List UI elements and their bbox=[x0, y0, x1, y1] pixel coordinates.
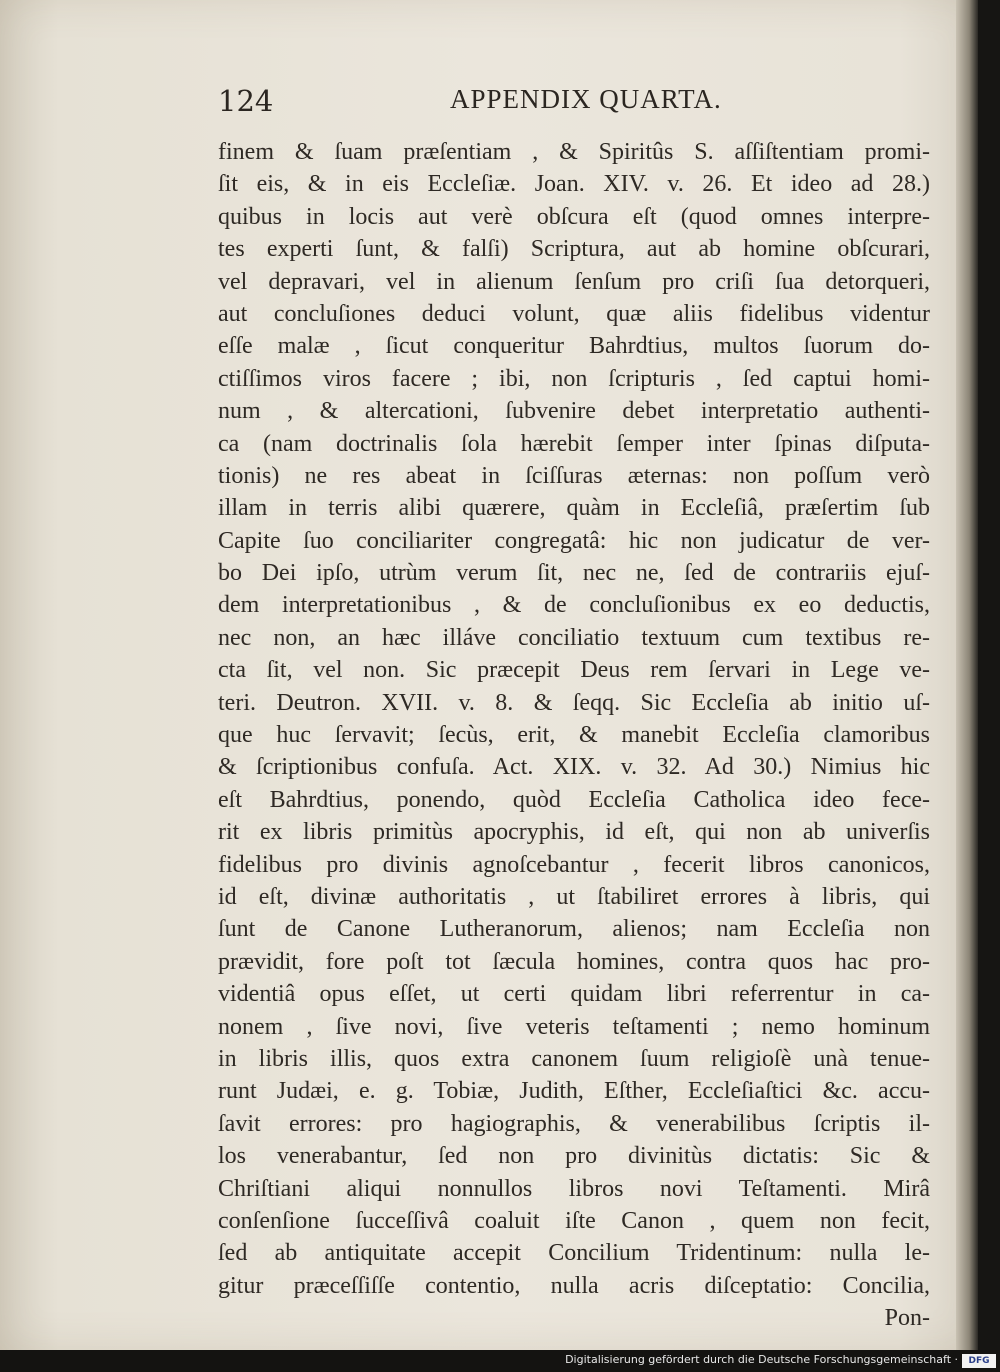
page-number: 124 bbox=[218, 84, 274, 118]
text-line: num , & altercationi, ſubvenire debet interpretatio authenti- bbox=[218, 398, 930, 425]
text-line: fidelibus pro divinis agnoſcebantur , fecerit libros canonicos, bbox=[218, 851, 930, 878]
text-line: que huc ſervavit; ſecùs, erit, & manebit Eccleſia clamoribus bbox=[218, 722, 930, 749]
text-line: & ſcriptionibus confuſa. Act. XIX. v. 32. Ad 30.) Nimius hic bbox=[218, 754, 930, 781]
text-line: ca (nam doctrinalis ſola hærebit ſemper inter ſpinas diſputa- bbox=[218, 430, 930, 457]
text-line: eſſe malæ , ſicut conqueritur Bahrdtius, multos ſuorum do- bbox=[218, 333, 930, 360]
text-line: eſt Bahrdtius, ponendo, quòd Eccleſia Catholica ideo fece- bbox=[218, 786, 930, 813]
text-line: Capite ſuo conciliariter congregatâ: hic non judicatur de ver- bbox=[218, 527, 930, 554]
text-line: runt Judæi, e. g. Tobiæ, Judith, Eſther, Eccleſiaſtici &c. accu- bbox=[218, 1078, 930, 1105]
text-line: quibus in locis aut verè obſcura eſt (quod omnes interpre- bbox=[218, 203, 930, 230]
text-line: aut concluſiones deduci volunt, quæ aliis fidelibus videntur bbox=[218, 300, 930, 327]
text-line: nonem , ſive novi, ſive veteris teſtamenti ; nemo hominum bbox=[218, 1013, 930, 1040]
page-header bbox=[218, 84, 934, 124]
digitization-footer bbox=[0, 1350, 1000, 1372]
text-line: los venerabantur, ſed non pro divinitùs dictatis: Sic & bbox=[218, 1143, 930, 1170]
text-line: teri. Deutron. XVII. v. 8. & ſeqq. Sic Eccleſia ab initio uſ- bbox=[218, 689, 930, 716]
text-line: videntiâ opus eſſet, ut certi quidam libri referrentur in ca- bbox=[218, 981, 930, 1008]
dfg-logo-icon: DFG bbox=[962, 1354, 996, 1368]
text-line: vel depravari, vel in alienum ſenſum pro criſi ſua detorqueri, bbox=[218, 268, 930, 295]
text-line: prævidit, fore poſt tot ſæcula homines, contra quos hac pro- bbox=[218, 948, 930, 975]
text-line: tes experti ſunt, & falſi) Scriptura, aut ab homine obſcurari, bbox=[218, 236, 930, 263]
catchword: Pon- bbox=[884, 1305, 930, 1332]
text-line: gitur præceſſiſſe contentio, nulla acris diſceptatio: Concilia, bbox=[218, 1272, 930, 1299]
running-head: APPENDIX QUARTA. bbox=[450, 84, 722, 114]
text-line: nec non, an hæc illáve conciliatio textuum cum textibus re- bbox=[218, 624, 930, 651]
body-text bbox=[218, 136, 930, 1334]
text-line: finem & ſuam præſentiam , & Spiritûs S. aſſiſtentiam promi- bbox=[218, 139, 930, 165]
text-line: conſenſione ſucceſſivâ coaluit iſte Canon , quem non fecit, bbox=[218, 1207, 930, 1234]
text-line: in libris illis, quos extra canonem ſuum religioſè unà tenue- bbox=[218, 1045, 930, 1072]
text-line: ſavit errores: pro hagiographis, & venerabilibus ſcriptis il- bbox=[218, 1110, 930, 1137]
page-gutter bbox=[956, 0, 978, 1350]
text-line: dem interpretationibus , & de concluſionibus ex eo deductis, bbox=[218, 592, 930, 619]
text-line: bo Dei ipſo, utrùm verum ſit, nec ne, ſed de contrariis ejuſ- bbox=[218, 560, 930, 587]
text-line: cta ſit, vel non. Sic præcepit Deus rem ſervari in Lege ve- bbox=[218, 657, 930, 684]
text-line: ſit eis, & in eis Eccleſiæ. Joan. XIV. v. 26. Et ideo ad 28.) bbox=[218, 171, 930, 198]
text-line: id eſt, divinæ authoritatis , ut ſtabiliret errores à libris, qui bbox=[218, 883, 930, 910]
text-line: tionis) ne res abeat in ſciſſuras æternas: non poſſum verò bbox=[218, 462, 930, 489]
text-line: rit ex libris primitùs apocryphis, id eſt, qui non ab univerſis bbox=[218, 819, 930, 846]
text-line: ctiſſimos viros facere ; ibi, non ſcripturis , ſed captui homi- bbox=[218, 365, 930, 392]
text-line: ſed ab antiquitate accepit Concilium Tridentinum: nulla le- bbox=[218, 1240, 930, 1267]
text-line: ſunt de Canone Lutheranorum, alienos; nam Eccleſia non bbox=[218, 916, 930, 943]
footer-credit: Digitalisierung gefördert durch die Deutsche Forschungsgemeinschaft · bbox=[565, 1353, 958, 1366]
text-line: illam in terris alibi quærere, quàm in Eccleſiâ, præſertim ſub bbox=[218, 495, 930, 522]
text-line: Chriſtiani aliqui nonnullos libros novi Teſtamenti. Mirâ bbox=[218, 1175, 930, 1202]
